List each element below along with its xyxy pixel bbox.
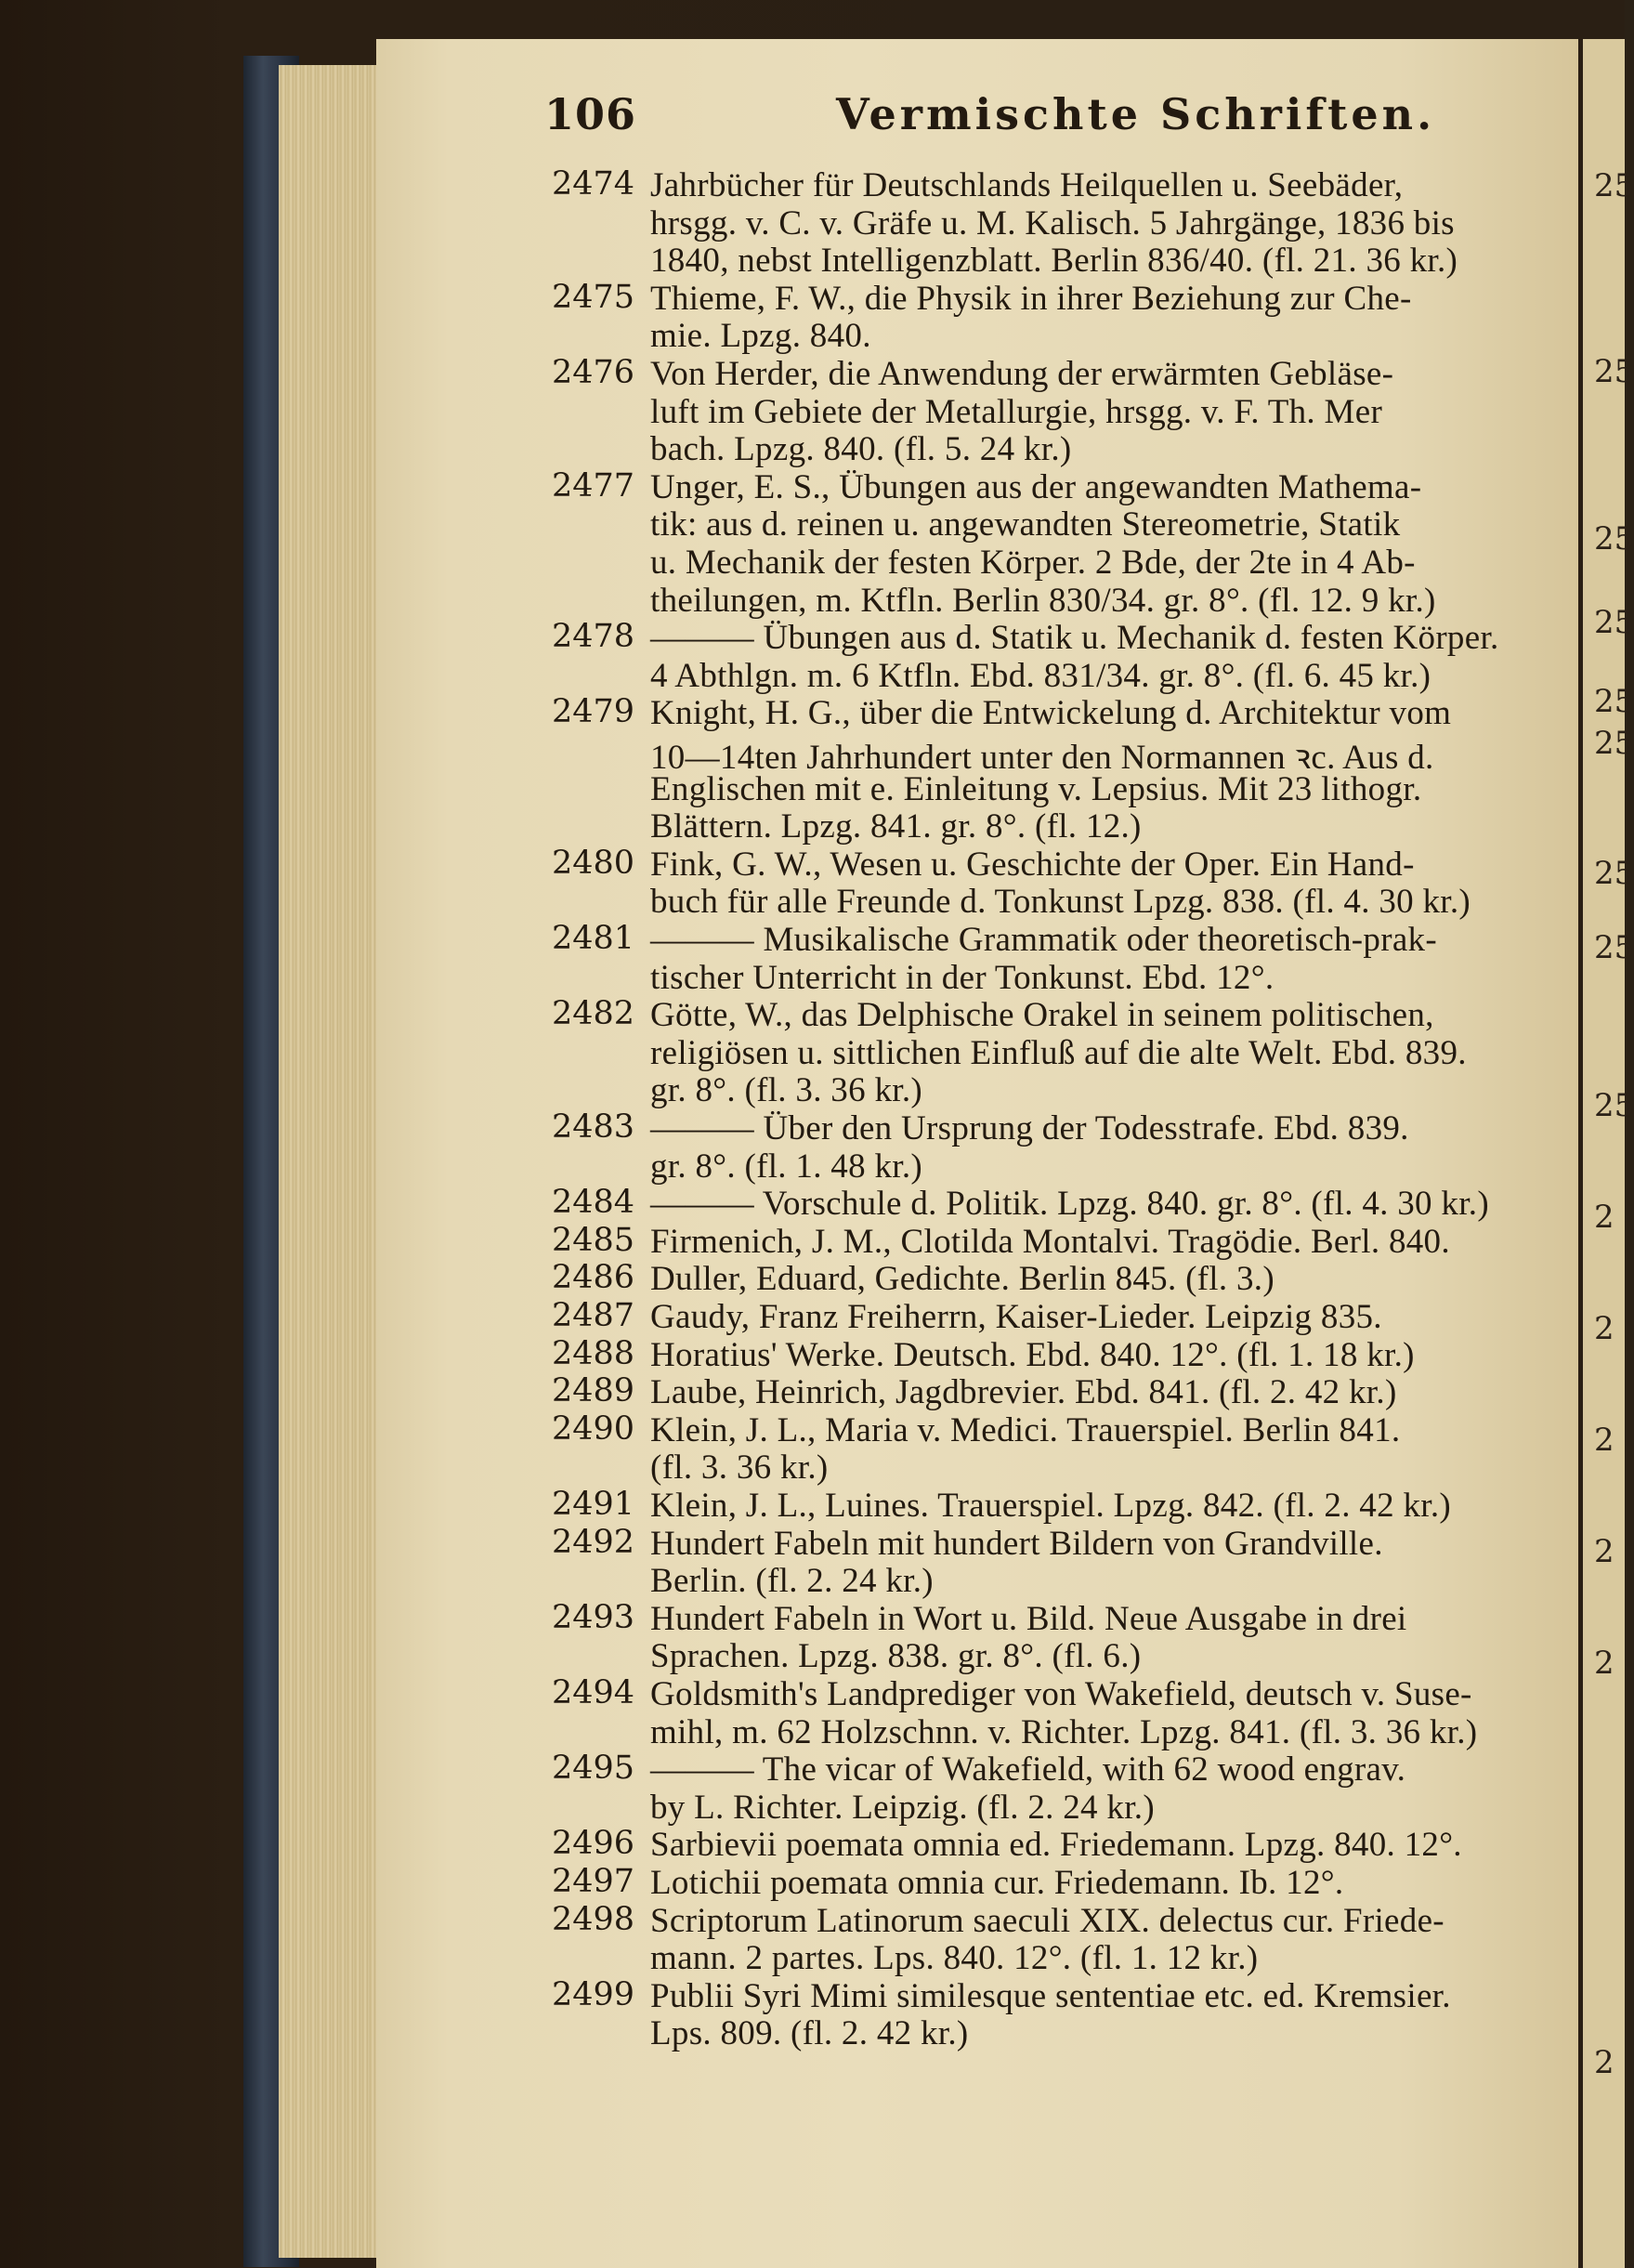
entry-text-line: mie. Lpzg. 840. — [650, 317, 871, 356]
entry-number: 2499 — [552, 1975, 635, 2013]
entry-number: 2487 — [552, 1297, 635, 1334]
entry-number: 2481 — [552, 920, 635, 957]
entry-number: 2492 — [552, 1523, 635, 1561]
entry-text-line: Blättern. Lpzg. 841. gr. 8°. (fl. 12.) — [650, 807, 1142, 846]
entry-text-line: Götte, W., das Delphische Orakel in seinem politischen, — [650, 996, 1434, 1035]
entry-text-line: Hundert Fabeln in Wort u. Bild. Neue Ausgabe in drei — [650, 1599, 1407, 1638]
adjacent-page-fragment: 25 — [1594, 167, 1634, 204]
entry-text-line: gr. 8°. (fl. 1. 48 kr.) — [650, 1147, 922, 1186]
entry-text-line: tik: aus d. reinen u. angewandten Stereometrie, Statik — [650, 505, 1401, 544]
entry-number: 2490 — [552, 1409, 635, 1448]
entry-text-line: Lps. 809. (fl. 2. 42 kr.) — [650, 2014, 969, 2053]
adjacent-page-fragment: 25 — [1594, 855, 1634, 892]
entry-text-line: buch für alle Freunde d. Tonkunst Lpzg. 838. (fl. 4. 30 kr.) — [650, 883, 1471, 922]
entry-text-line: Unger, E. S., Übungen aus der angewandten Mathema- — [650, 467, 1422, 506]
entry-number: 2496 — [552, 1825, 635, 1863]
entry-text-line: Englischen mit e. Einleitung v. Lepsius. Mit 23 lithogr. — [650, 769, 1422, 808]
entry-text-line: Firmenich, J. M., Clotilda Montalvi. Tragödie. Berl. 840. — [650, 1222, 1450, 1261]
entry-text-line: bach. Lpzg. 840. (fl. 5. 24 kr.) — [650, 430, 1072, 469]
entry-text-line: Klein, J. L., Luines. Trauerspiel. Lpzg. 842. (fl. 2. 42 kr.) — [650, 1487, 1452, 1525]
entry-text-line: religiösen u. sittlichen Einfluß auf die alte Welt. Ebd. 839. — [650, 1033, 1467, 1072]
entry-text-line: theilungen, m. Ktfln. Berlin 830/34. gr. 8°. (fl. 12. 9 kr.) — [650, 581, 1436, 620]
entry-number: 2491 — [552, 1486, 635, 1523]
entry-number: 2480 — [552, 844, 635, 882]
entry-number: 2484 — [552, 1184, 635, 1222]
entry-text-line: 4 Abthlgn. m. 6 Ktfln. Ebd. 831/34. gr. 8°. (fl. 6. 45 kr.) — [650, 656, 1431, 695]
entry-text-line: hrsgg. v. C. v. Gräfe u. M. Kalisch. 5 Jahrgänge, 1836 bis — [650, 203, 1455, 243]
entry-text-line: Sprachen. Lpzg. 838. gr. 8°. (fl. 6.) — [650, 1637, 1142, 1676]
entry-text-line: luft im Gebiete der Metallurgie, hrsgg. v. F. Th. Mer — [650, 392, 1383, 431]
entry-text-line: tischer Unterricht in der Tonkunst. Ebd. 12°. — [650, 958, 1275, 997]
entry-text-line: Sarbievii poemata omnia ed. Friedemann. Lpzg. 840. 12°. — [650, 1826, 1462, 1865]
adjacent-page-fragment: 25 — [1594, 929, 1634, 966]
page-title: Vermischte Schriften. — [836, 89, 1436, 139]
adjacent-page-fragment: 25 — [1594, 683, 1634, 720]
adjacent-page-fragment: 25 — [1594, 520, 1634, 557]
entry-text-line: Horatius' Werke. Deutsch. Ebd. 840. 12°. (fl. 1. 18 kr.) — [650, 1335, 1415, 1374]
entry-number: 2482 — [552, 995, 635, 1033]
entry-text-line: by L. Richter. Leipzig. (fl. 2. 24 kr.) — [650, 1788, 1155, 1827]
entry-text-line: ——— Vorschule d. Politik. Lpzg. 840. gr. 8°. (fl. 4. 30 kr.) — [650, 1185, 1489, 1224]
entry-number: 2477 — [552, 466, 635, 505]
entry-text-line: 1840, nebst Intelligenzblatt. Berlin 836/40. (fl. 21. 36 kr.) — [650, 242, 1458, 281]
entry-number: 2486 — [552, 1259, 635, 1297]
entry-text-line: ——— Musikalische Grammatik oder theoretisch-prak- — [650, 921, 1437, 959]
entry-text-line: ——— The vicar of Wakefield, with 62 wood engrav. — [650, 1750, 1406, 1789]
entry-text-line: mihl, m. 62 Holzschnn. v. Richter. Lpzg. 841. (fl. 3. 36 kr.) — [650, 1712, 1478, 1751]
entry-text-line: Lotichii poemata omnia cur. Friedemann. Ib. 12°. — [650, 1864, 1344, 1902]
entry-text-line: 10—14ten Jahrhundert unter den Normannen ꝛc. Aus d. — [650, 739, 1434, 777]
entry-number: 2498 — [552, 1900, 635, 1938]
entry-text-line: Scriptorum Latinorum saeculi XIX. delectus cur. Friede- — [650, 1901, 1444, 1940]
entry-number: 2474 — [552, 165, 635, 203]
entry-text-line: Laube, Heinrich, Jagdbrevier. Ebd. 841. (fl. 2. 42 kr.) — [650, 1373, 1397, 1412]
adjacent-page-fragment: 25 — [1594, 604, 1634, 641]
adjacent-page-fragment: 2 — [1594, 2044, 1614, 2081]
entry-text-line: Thieme, F. W., die Physik in ihrer Beziehung zur Che- — [650, 279, 1412, 318]
page-number: 106 — [544, 89, 637, 139]
entry-text-line: Von Herder, die Anwendung der erwärmten Gebläse- — [650, 355, 1394, 393]
entry-text-line: Goldsmith's Landprediger von Wakefield, deutsch v. Suse- — [650, 1675, 1472, 1713]
entry-text-line: Jahrbücher für Deutschlands Heilquellen u. Seebäder, — [650, 166, 1404, 204]
entry-number: 2493 — [552, 1598, 635, 1636]
entry-text-line: Gaudy, Franz Freiherrn, Kaiser-Lieder. Leipzig 835. — [650, 1298, 1382, 1336]
entry-number: 2483 — [552, 1108, 635, 1146]
entry-number: 2485 — [552, 1221, 635, 1259]
entry-text-line: mann. 2 partes. Lps. 840. 12°. (fl. 1. 12 kr.) — [650, 1939, 1259, 1978]
entry-text-line: Fink, G. W., Wesen u. Geschichte der Oper. Ein Hand- — [650, 845, 1415, 884]
adjacent-page-fragment: 2 — [1594, 1533, 1614, 1570]
entry-text-line: Publii Syri Mimi similesque sententiae etc. ed. Kremsier. — [650, 1976, 1451, 2015]
adjacent-page-fragment: 2 — [1594, 1310, 1614, 1347]
entry-number: 2488 — [552, 1334, 635, 1372]
entry-number: 2479 — [552, 693, 635, 731]
adjacent-page-edge — [1583, 39, 1634, 2268]
entry-number: 2494 — [552, 1674, 635, 1711]
entry-number: 2478 — [552, 618, 635, 656]
entry-number: 2495 — [552, 1750, 635, 1788]
adjacent-page-fragment: 25 — [1594, 353, 1634, 390]
entry-number: 2475 — [552, 278, 635, 316]
adjacent-page-fragment: 2 — [1594, 1422, 1614, 1459]
entry-number: 2489 — [552, 1372, 635, 1410]
entry-text-line: gr. 8°. (fl. 3. 36 kr.) — [650, 1071, 922, 1110]
adjacent-page-fragment: 2 — [1594, 1645, 1614, 1682]
adjacent-page-fragment: 2 — [1594, 1199, 1614, 1236]
entry-number: 2476 — [552, 354, 635, 391]
adjacent-page-fragment: 25 — [1594, 725, 1634, 762]
entry-text-line: ——— Über den Ursprung der Todesstrafe. Ebd. 839. — [650, 1109, 1409, 1147]
entry-text-line: (fl. 3. 36 kr.) — [650, 1449, 829, 1488]
entry-text-line: u. Mechanik der festen Körper. 2 Bde, der 2te in 4 Ab- — [650, 544, 1416, 582]
entry-number: 2497 — [552, 1863, 635, 1900]
entry-text-line: Knight, H. G., über die Entwickelung d. Architektur vom — [650, 694, 1452, 733]
entry-text-line: Klein, J. L., Maria v. Medici. Trauerspiel. Berlin 841. — [650, 1410, 1401, 1449]
adjacent-page-fragment: 25 — [1594, 1087, 1634, 1124]
entry-text-line: Duller, Eduard, Gedichte. Berlin 845. (fl. 3.) — [650, 1260, 1275, 1299]
entry-text-line: Hundert Fabeln mit hundert Bildern von Grandville. — [650, 1524, 1383, 1563]
entry-text-line: Berlin. (fl. 2. 24 kr.) — [650, 1562, 934, 1601]
entry-text-line: ——— Übungen aus d. Statik u. Mechanik d. festen Körper. — [650, 619, 1499, 658]
